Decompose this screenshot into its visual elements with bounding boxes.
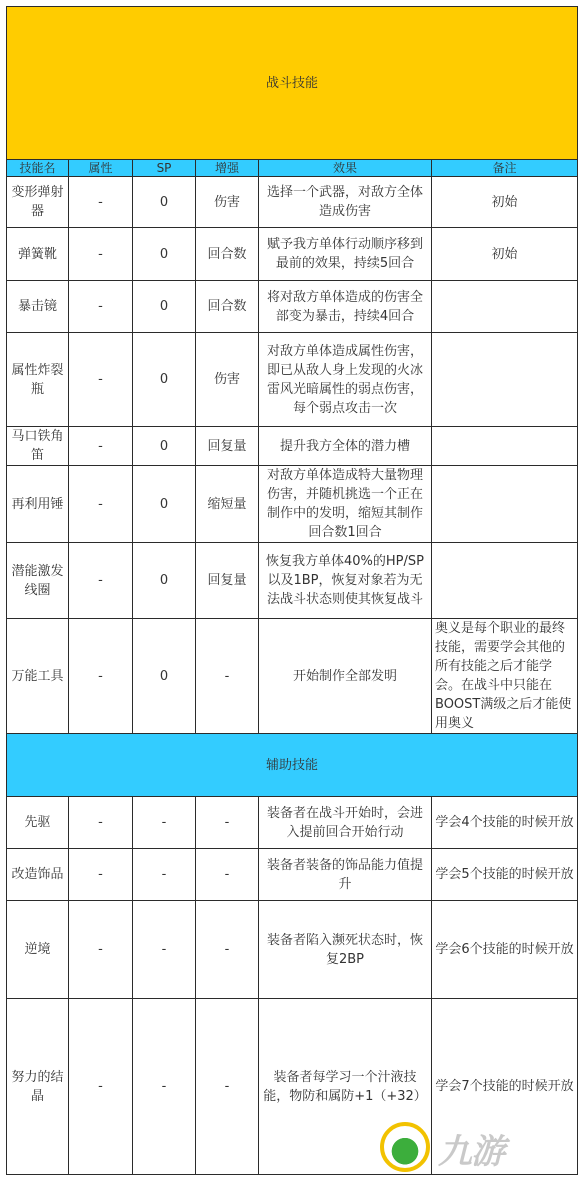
skill-boost: - <box>196 619 259 734</box>
skill-sp: - <box>133 849 196 901</box>
skill-effect: 选择一个武器，对敌方全体造成伤害 <box>259 177 432 228</box>
skill-name: 逆境 <box>7 901 69 999</box>
skill-name: 潜能激发线圈 <box>7 543 69 619</box>
skill-sp: 0 <box>133 177 196 228</box>
9game-logo-icon <box>380 1122 430 1172</box>
skill-boost: 回合数 <box>196 228 259 281</box>
watermark <box>380 1118 580 1182</box>
skill-note: 学会4个技能的时候开放 <box>432 797 578 849</box>
skill-sp: - <box>133 797 196 849</box>
table-title: 战斗技能 <box>7 7 578 160</box>
skill-sp: 0 <box>133 619 196 734</box>
skill-name: 万能工具 <box>7 619 69 734</box>
skill-attr: - <box>69 427 133 466</box>
skill-name: 弹簧靴 <box>7 228 69 281</box>
skill-note <box>432 543 578 619</box>
skill-effect: 提升我方全体的潜力槽 <box>259 427 432 466</box>
table-row <box>7 228 578 281</box>
table-row <box>7 543 578 619</box>
skill-attr: - <box>69 177 133 228</box>
header-effect: 效果 <box>259 160 432 177</box>
skill-name: 马口铁角笛 <box>7 427 69 466</box>
skill-boost: - <box>196 901 259 999</box>
skill-name: 改造饰品 <box>7 849 69 901</box>
skill-note: 初始 <box>432 177 578 228</box>
skill-attr: - <box>69 849 133 901</box>
skill-name: 先驱 <box>7 797 69 849</box>
skill-attr: - <box>69 901 133 999</box>
skill-effect: 装备者每学习一个汁液技能，物防和属防+1（+32） <box>259 999 432 1175</box>
table-row <box>7 466 578 543</box>
skill-sp: 0 <box>133 228 196 281</box>
section-row <box>7 734 578 797</box>
skill-boost: 回复量 <box>196 543 259 619</box>
skill-boost: 伤害 <box>196 333 259 427</box>
table-row <box>7 849 578 901</box>
skill-name: 努力的结晶 <box>7 999 69 1175</box>
skill-boost: - <box>196 999 259 1175</box>
skill-boost: 回复量 <box>196 427 259 466</box>
skill-effect: 对敌方单体造成属性伤害，即已从敌人身上发现的火冰雷风光暗属性的弱点伤害，每个弱点攻击一次 <box>259 333 432 427</box>
table-row <box>7 177 578 228</box>
skill-attr: - <box>69 999 133 1175</box>
skill-effect: 赋予我方单体行动顺序移到最前的效果，持续5回合 <box>259 228 432 281</box>
skill-boost: - <box>196 849 259 901</box>
skill-attr: - <box>69 619 133 734</box>
skills-table <box>6 6 578 1175</box>
header-attr: 属性 <box>69 160 133 177</box>
table-row <box>7 333 578 427</box>
skill-note <box>432 466 578 543</box>
skill-attr: - <box>69 797 133 849</box>
header-name: 技能名 <box>7 160 69 177</box>
skill-sp: - <box>133 901 196 999</box>
watermark-text: 九游 <box>438 1132 504 1172</box>
skill-note: 奥义是每个职业的最终技能，需要学会其他的所有技能之后才能学会。在战斗中只能在BOOST满级之后才能使用奥义 <box>432 619 578 734</box>
skill-boost: 回合数 <box>196 281 259 333</box>
skill-note: 学会6个技能的时候开放 <box>432 901 578 999</box>
table-row <box>7 619 578 734</box>
skill-name: 属性炸裂瓶 <box>7 333 69 427</box>
skill-attr: - <box>69 281 133 333</box>
skill-name: 暴击镜 <box>7 281 69 333</box>
skill-sp: - <box>133 999 196 1175</box>
skill-effect: 将对敌方单体造成的伤害全部变为暴击，持续4回合 <box>259 281 432 333</box>
skill-attr: - <box>69 228 133 281</box>
title-row <box>7 7 578 160</box>
skill-effect: 装备者陷入濒死状态时，恢复2BP <box>259 901 432 999</box>
skill-attr: - <box>69 466 133 543</box>
table-row <box>7 901 578 999</box>
skill-attr: - <box>69 543 133 619</box>
skill-note: 学会7个技能的时候开放 <box>432 999 578 1175</box>
header-note: 备注 <box>432 160 578 177</box>
header-row <box>7 160 578 177</box>
skill-effect: 对敌方单体造成特大量物理伤害，并随机挑选一个正在制作中的发明，缩短其制作回合数1回合 <box>259 466 432 543</box>
skill-name: 变形弹射器 <box>7 177 69 228</box>
skill-note <box>432 427 578 466</box>
skill-sp: 0 <box>133 466 196 543</box>
skill-boost: 缩短量 <box>196 466 259 543</box>
skill-note <box>432 281 578 333</box>
header-sp: SP <box>133 160 196 177</box>
skill-note <box>432 333 578 427</box>
skill-note: 初始 <box>432 228 578 281</box>
skill-effect: 开始制作全部发明 <box>259 619 432 734</box>
skill-effect: 恢复我方单体40%的HP/SP以及1BP，恢复对象若为无法战斗状态则使其恢复战斗 <box>259 543 432 619</box>
skill-boost: 伤害 <box>196 177 259 228</box>
skill-note: 学会5个技能的时候开放 <box>432 849 578 901</box>
table-row <box>7 427 578 466</box>
skill-sp: 0 <box>133 427 196 466</box>
table-row <box>7 797 578 849</box>
table-row <box>7 281 578 333</box>
skill-sp: 0 <box>133 333 196 427</box>
skill-sp: 0 <box>133 281 196 333</box>
skill-sp: 0 <box>133 543 196 619</box>
skill-attr: - <box>69 333 133 427</box>
skill-boost: - <box>196 797 259 849</box>
header-boost: 增强 <box>196 160 259 177</box>
section-title: 辅助技能 <box>7 734 578 797</box>
skill-effect: 装备者装备的饰品能力值提升 <box>259 849 432 901</box>
skill-effect: 装备者在战斗开始时，会进入提前回合开始行动 <box>259 797 432 849</box>
skill-name: 再利用锤 <box>7 466 69 543</box>
